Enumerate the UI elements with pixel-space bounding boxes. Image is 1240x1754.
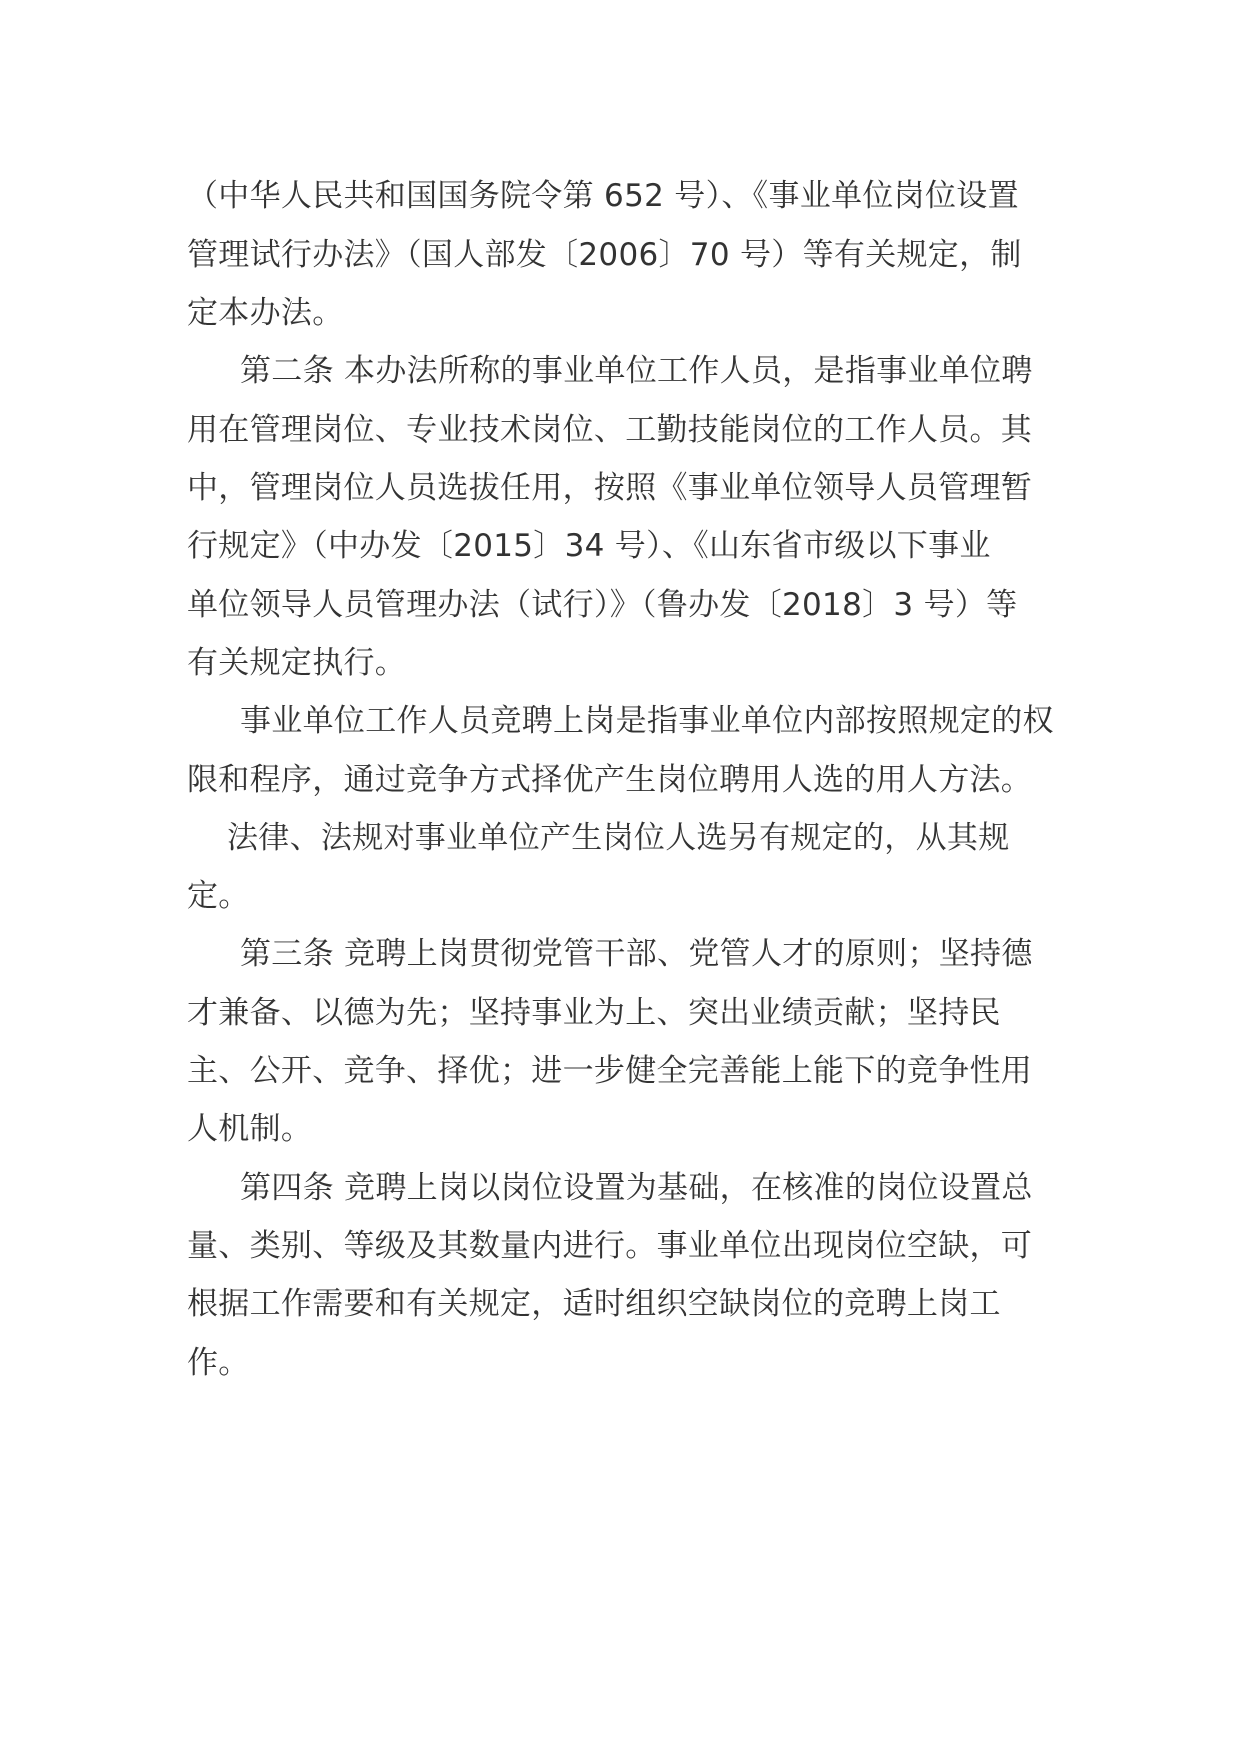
text-line: 定。 [187,878,250,914]
article-2-heading-line: 第二条 本办法所称的事业单位工作人员，是指事业单位聘 [240,353,1033,389]
text-line: 有关规定执行。 [187,645,407,681]
text-line: 作。 [187,1345,250,1381]
text-line: 定本办法。 [187,295,344,331]
paragraph-first-line: 事业单位工作人员竞聘上岗是指事业单位内部按照规定的权 [240,703,1054,739]
paragraph-first-line: 法律、法规对事业单位产生岗位人选另有规定的，从其规 [227,820,1010,856]
text-line: 量、类别、等级及其数量内进行。事业单位出现岗位空缺，可 [187,1228,1033,1264]
text-line: 单位领导人员管理办法（试行）》（鲁办发〔2018〕3 号）等 [187,587,1018,623]
text-line: 人机制。 [187,1111,313,1147]
text-line: 管理试行办法》（国人部发〔2006〕70 号）等有关规定，制 [187,237,1022,273]
text-line: 根据工作需要和有关规定，适时组织空缺岗位的竞聘上岗工 [187,1286,1001,1322]
text-line: （中华人民共和国国务院令第 652 号）、《事业单位岗位设置 [187,178,1019,214]
text-line: 限和程序，通过竞争方式择优产生岗位聘用人选的用人方法。 [187,762,1033,798]
text-line: 主、公开、竞争、择优；进一步健全完善能上能下的竞争性用 [187,1053,1033,1089]
article-4-heading-line: 第四条 竞聘上岗以岗位设置为基础，在核准的岗位设置总 [240,1170,1033,1206]
text-line: 行规定》（中办发〔2015〕34 号）、《山东省市级以下事业 [187,528,991,564]
text-line: 才兼备、以德为先；坚持事业为上、突出业绩贡献；坚持民 [187,995,1001,1031]
article-3-heading-line: 第三条 竞聘上岗贯彻党管干部、党管人才的原则；坚持德 [240,936,1033,972]
text-line: 用在管理岗位、专业技术岗位、工勤技能岗位的工作人员。其 [187,412,1033,448]
text-line: 中，管理岗位人员选拔任用，按照《事业单位领导人员管理暂 [187,470,1033,506]
